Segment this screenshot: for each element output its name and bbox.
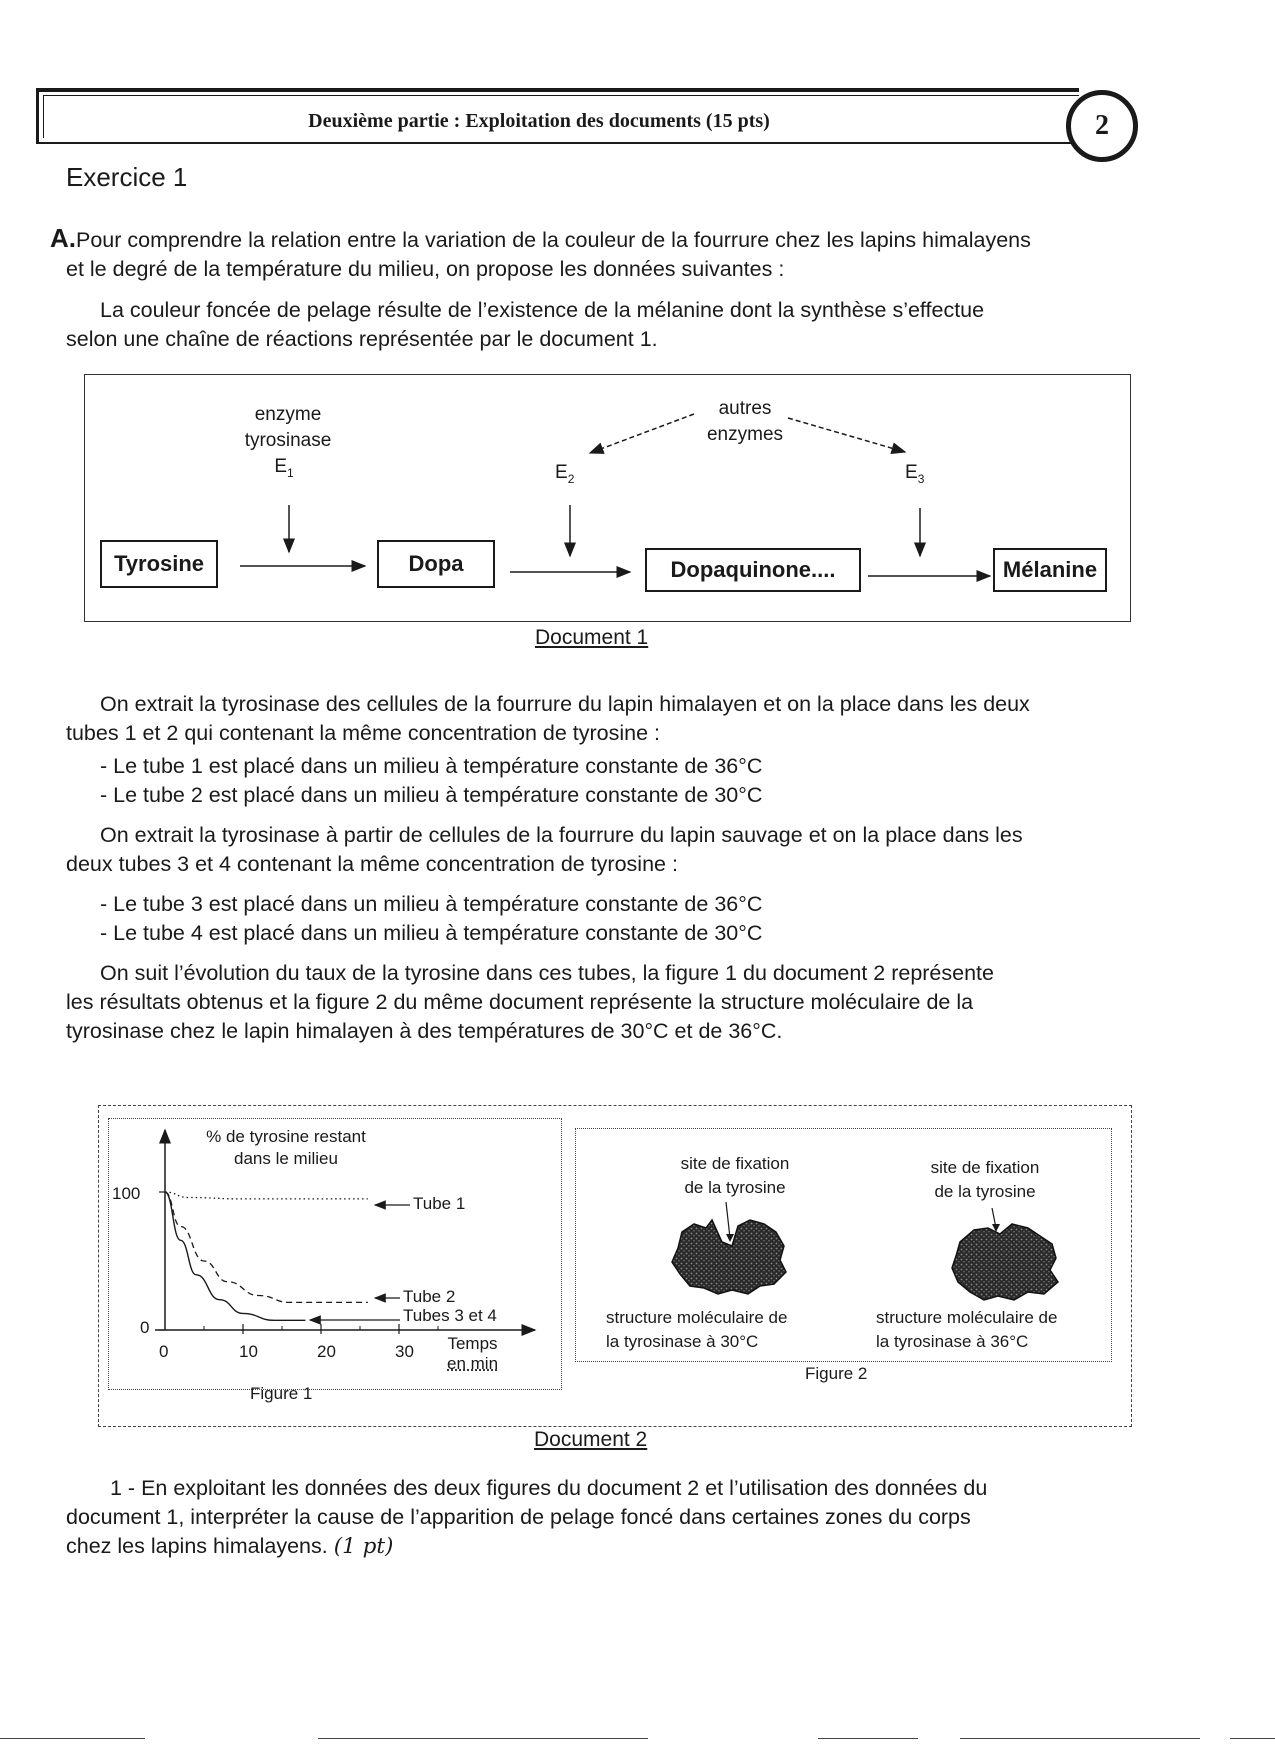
box-dopa: Dopa	[377, 540, 495, 588]
document-2-caption: Document 2	[534, 1428, 648, 1451]
tyrosinase-30c-molecule	[660, 1202, 800, 1302]
question-1	[66, 1474, 1166, 1561]
caption-30c-line1: structure moléculaire de	[606, 1308, 788, 1327]
figure-1-ylabel	[176, 1126, 396, 1170]
tube3-line: - Le tube 3 est placé dans un milieu à température constante de 36°C	[100, 892, 763, 916]
footer-rule	[0, 1738, 145, 1739]
e2-label: $E_2$	[555, 462, 575, 486]
legend-tube-2: Tube 2	[403, 1287, 456, 1306]
site-left-line1: site de fixation	[680, 1154, 790, 1173]
enzymes-label: enzymes	[706, 424, 784, 445]
fixation-site-label-left	[640, 1152, 830, 1200]
e1-label: $E_1$	[274, 456, 294, 480]
box-dopaquinone: Dopaquinone....	[645, 548, 861, 592]
header-title: Deuxième partie : Exploitation des documents (15 pts)	[308, 110, 770, 132]
series-line-2	[165, 1192, 368, 1302]
y-tick-100: 100	[112, 1184, 141, 1203]
exp-para1-line2: tubes 1 et 2 qui contenant la même concentration de tyrosine :	[66, 721, 661, 745]
tube4-line: - Le tube 4 est placé dans un milieu à température constante de 30°C	[100, 921, 763, 945]
intro-line-2: et le degré de la température du milieu, on propose les données suivantes :	[66, 257, 785, 281]
e3-label: $E_3$	[905, 462, 925, 486]
site-right-line2: de la tyrosine	[934, 1182, 1036, 1201]
exp-para3-line2: les résultats obtenus et la figure 2 du même document représente la structure moléculaire de la	[66, 990, 974, 1014]
exp-para2-line2: deux tubes 3 et 4 contenant la même concentration de tyrosine :	[66, 852, 678, 876]
x-tick-20: 20	[317, 1342, 336, 1361]
site-right-line1: site de fixation	[930, 1158, 1040, 1177]
footer-rule	[960, 1738, 1200, 1739]
autres-label: autres	[718, 398, 772, 419]
enzyme-label: enzyme	[254, 404, 322, 425]
figure-2-caption: Figure 2	[805, 1364, 868, 1383]
ylabel-line1: % de tyrosine restant	[206, 1127, 366, 1146]
xlabel-line2: en min	[447, 1354, 499, 1373]
exp-para2-line1: On extrait la tyrosinase à partir de cellules de la fourrure du lapin sauvage et on la place dans les	[100, 823, 1023, 847]
melanine-line-1: La couleur foncée de pelage résulte de l’existence de la mélanine dont la synthèse s’effectue	[100, 298, 985, 322]
melanine-line-2: selon une chaîne de réactions représentée par le document 1.	[66, 327, 658, 351]
document-1-caption: Document 1	[535, 626, 649, 649]
figure-1-caption: Figure 1	[250, 1384, 313, 1403]
tyrosinase-label: tyrosinase	[244, 430, 332, 451]
exp-para3-line3: tyrosinase chez le lapin himalayen à des températures de 30°C et de 36°C.	[66, 1019, 783, 1043]
box-melanine: Mélanine	[993, 548, 1107, 592]
y-tick-0: 0	[140, 1318, 150, 1337]
fixation-site-label-right	[890, 1156, 1080, 1204]
question-1-line3	[66, 1532, 1166, 1561]
caption-36c	[876, 1306, 1106, 1354]
part-number-badge: 2	[1066, 90, 1138, 162]
footer-rule	[318, 1738, 648, 1739]
tyrosinase-36c-molecule	[940, 1208, 1070, 1308]
tube2-line: - Le tube 2 est placé dans un milieu à température constante de 30°C	[100, 783, 763, 807]
exercise-title: Exercice 1	[66, 162, 188, 192]
x-tick-10: 10	[239, 1342, 258, 1361]
intro-line-1: Pour comprendre la relation entre la variation de la couleur de la fourrure chez les lapins himalayens	[76, 228, 1031, 252]
series-line-1	[165, 1192, 368, 1199]
question-1-line2: document 1, interpréter la cause de l’apparition de pelage foncé dans certaines zones du corps	[66, 1505, 971, 1529]
section-a-label: A.	[50, 223, 76, 253]
legend-tube-1: Tube 1	[413, 1194, 466, 1213]
xlabel-line1: Temps	[447, 1334, 498, 1353]
caption-36c-line1: structure moléculaire de	[876, 1308, 1058, 1327]
footer-rule	[1230, 1738, 1275, 1739]
question-1-line1: 1 - En exploitant les données des deux figures du document 2 et l’utilisation des données du	[110, 1476, 988, 1500]
box-tyrosine: Tyrosine	[100, 540, 218, 588]
question-1-points: (1 pt)	[333, 1534, 394, 1559]
figure-1-xlabel	[447, 1334, 498, 1374]
exp-para1-line1: On extrait la tyrosinase des cellules de la fourrure du lapin himalayen et on la place dans les deux	[100, 692, 1030, 716]
series-line-3	[165, 1192, 305, 1320]
question-1-line3-text: chez les lapins himalayens.	[66, 1534, 328, 1558]
caption-36c-line2: la tyrosinase à 36°C	[876, 1332, 1029, 1351]
x-tick-0: 0	[159, 1342, 169, 1361]
legend-tubes-3-4: Tubes 3 et 4	[403, 1306, 497, 1325]
caption-30c	[606, 1306, 836, 1354]
footer-rule	[818, 1738, 918, 1739]
tube1-line: - Le tube 1 est placé dans un milieu à température constante de 36°C	[100, 754, 763, 778]
x-tick-30: 30	[395, 1342, 414, 1361]
exp-para3-line1: On suit l’évolution du taux de la tyrosine dans ces tubes, la figure 1 du document 2 représente	[100, 961, 994, 985]
site-left-line2: de la tyrosine	[684, 1178, 786, 1197]
caption-30c-line2: la tyrosinase à 30°C	[606, 1332, 759, 1351]
ylabel-line2: dans le milieu	[234, 1149, 338, 1168]
